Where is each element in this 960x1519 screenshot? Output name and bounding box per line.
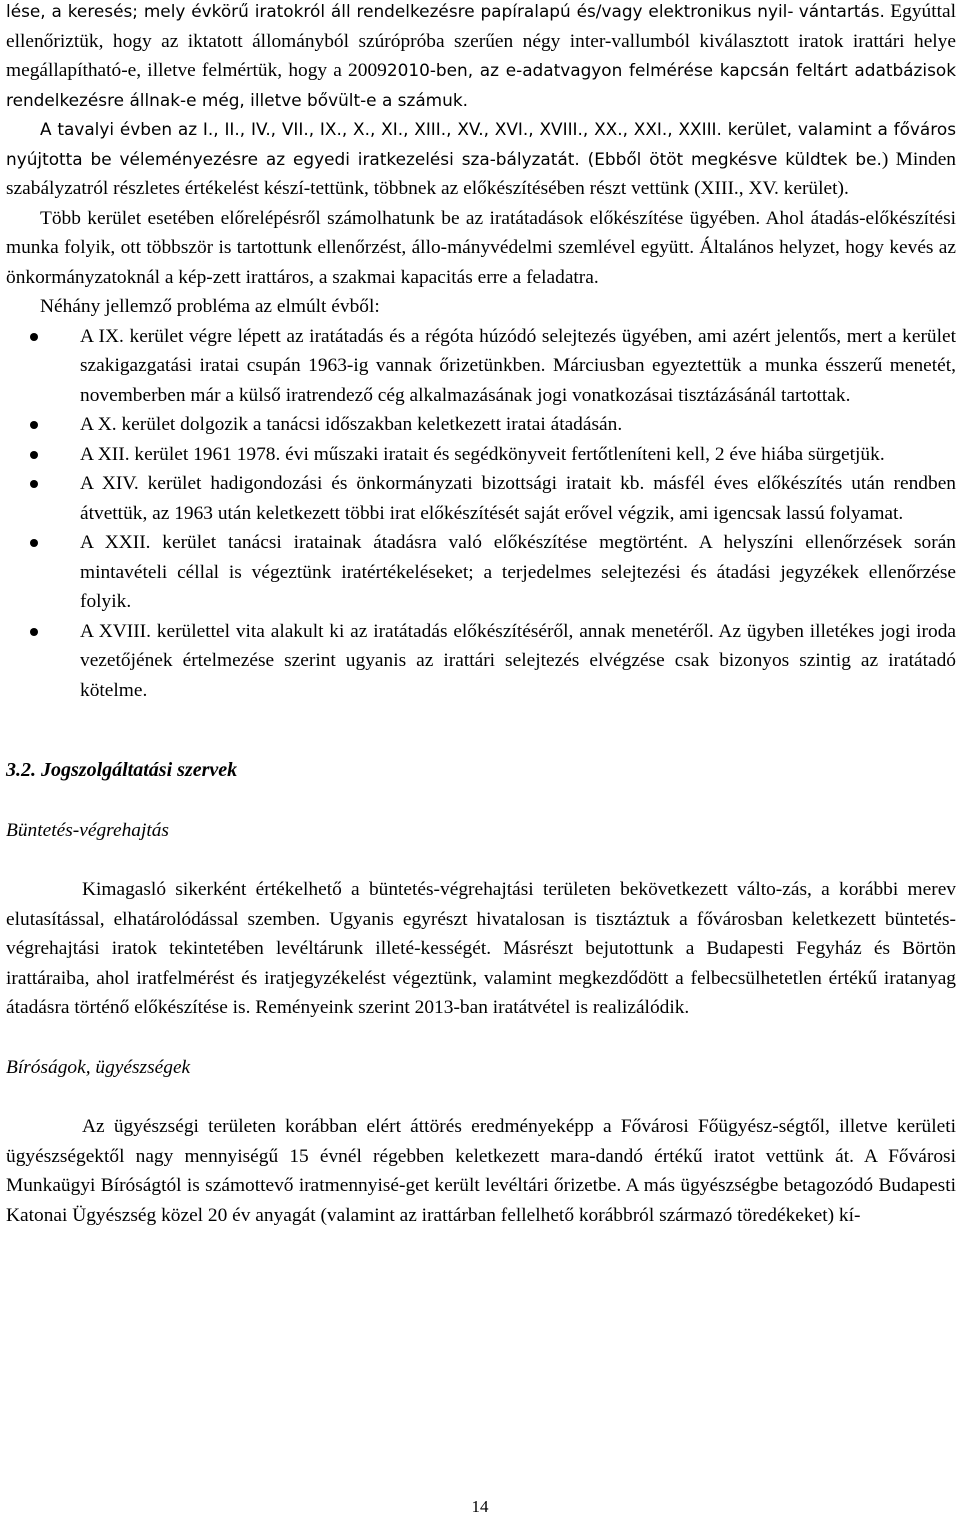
intro-paragraph xyxy=(6,0,956,115)
list-item xyxy=(6,322,956,411)
tobb-paragraph: Több kerület esetében előrelépésről számolhatunk be az iratátadások előkészítése ügyében. Ahol átadás-előkészítési munka folyik, ott többször is tartottunk ellenőrzést, állo-mányvédelmi szemlével együtt. Általános helyzet, hogy kevés az önkormányzatoknál a kép-zett irattáros, a szakmai kapacitás erre a feladatra. xyxy=(6,207,956,288)
list-item-text: A IX. kerület végre lépett az iratátadás és a régóta húzódó selejtezés ügyében, ami azért jelentős, mert a kerület szakigazgatási iratai csupán 1963-ig vannak őrizetünkben. Márciusban egyeztettük a munka ésszerű menetét, novemberben már a külső iratrendező cég alkalmazásának jogi vonatkozásai tisztázásánál tartottak. xyxy=(80,325,956,406)
list-item xyxy=(6,469,956,528)
bullet-icon xyxy=(30,539,38,547)
problem-list xyxy=(6,322,956,706)
tavalyi-text-2: ) Minden szabályzatról részletes értékelést készí-tettünk, többnek az előkészítésében részt vettünk (XIII., XV. kerület). xyxy=(6,148,956,199)
list-item xyxy=(6,410,956,440)
section-heading: 3.2. Jogszolgáltatási szervek xyxy=(6,759,238,781)
buntetes-heading: Büntetés-végrehajtás xyxy=(6,819,169,841)
bullet-icon xyxy=(30,421,38,429)
intro-sentence-3: 2010-ben, az e-adatvagyon felmérése kapcsán feltárt adatbázisok rendelkezésre állnak-e még, illetve bővült-e a számuk. xyxy=(6,60,956,110)
list-item xyxy=(6,617,956,706)
buntetes-paragraph: Kimagasló sikerként értékelhető a büntetés-végrehajtási területen bekövetkezett válto-zás, a korábbi merev elutasítással, elhatárolódással szemben. Ugyanis egyrészt hivatalosan is tisztáztuk a fővárosban keletkezett büntetés-végrehajtási iratok tekintetében levéltárunk illeté-kességét. Másrészt bejutottunk a Budapesti Fegyház és Börtön irattáraiba, ahol iratfelmérést és iratjegyzékelést végeztünk, valamint megkezdődött a felbecsülhetetlen értékű iratanyag átadásra történő előkészítése is. Reményeink szerint 2013-ban iratátvétel is realizálódik. xyxy=(6,879,956,1018)
intro-sentence-2: Egyúttal ellenőriztük, hogy az iktatott állományból szúrópróba szerűen négy inter-vallumból kiválasztott iratok irattári helye megállapítható-e, illetve felmértük, hogy a 2009 xyxy=(6,1,956,81)
list-item-text: A XVIII. kerülettel vita alakult ki az iratátadás előkészítéséről, annak menetéről. Az ügyben illetékes jogi iroda vezetőjének értelmezése szerint ugyanis az irattári selejtezés elvégzése csak bizonyos szintig az iratátadó kötelme. xyxy=(80,620,956,701)
list-item-text: A XXII. kerület tanácsi iratainak átadásra való előkészítése megtörtént. A helyszíni ellenőrzések során mintavételi céllal is végeztünk iratértékeléseket; a terjedelmes selejtezési és átadási jegyzékek ellenőrzése folyik. xyxy=(80,532,956,612)
list-item-text: A XIV. kerület hadigondozási és önkormányzati bizottsági iratait kb. másfél éves előkészítés után rendben átvettük, az 1963 után keletkezett többi irat előkészítését saját erővel végzik, ami igencsak lassú folyamat. xyxy=(80,473,956,524)
bullet-icon xyxy=(30,480,38,488)
bullet-icon xyxy=(30,333,38,341)
list-item xyxy=(6,440,956,470)
birosagok-paragraph: Az ügyészségi területen korábban elért áttörés eredményeképp a Fővárosi Főügyész-ségtől, illetve kerületi ügyészségektől nagy mennyiségű 15 évnél régebben keletkezett mara-dandó értékű iratot vettünk át. A Fővárosi Munkaügyi Bíróságtól is számottevő iratmennyisé-get került levéltári őrizetbe. A más ügyészségbe betagozódó Budapesti Katonai Ügyészség közel 20 év anyagát (valamint az irattárban fellelhető korábbról származó töredékeket) kí- xyxy=(6,1116,956,1226)
document-page xyxy=(6,0,956,1230)
tavalyi-paragraph xyxy=(6,115,956,204)
tavalyi-text-1: A tavalyi évben az I., II., IV., VII., IX., X., XI., XIII., XV., XVI., XVIII., XX., XXI., XXIII. kerület, valamint a főváros nyújtotta be véleményezésre az egyedi iratkezelési sza-bályzatát. (Ebből ötöt megkésve küldtek be. xyxy=(6,119,956,169)
bullet-icon xyxy=(30,451,38,459)
bullet-icon xyxy=(30,628,38,636)
intro-line-1: lése, a keresés; mely évkörű iratokról áll rendelkezésre papíralapú és/vagy elektronikus nyil- xyxy=(6,1,794,21)
birosagok-heading: Bíróságok, ügyészségek xyxy=(6,1056,191,1078)
intro-line-2: vántartás. xyxy=(798,1,885,21)
page-number: 14 xyxy=(471,1497,489,1516)
list-item xyxy=(6,528,956,617)
list-item-text: A XII. kerület 1961 1978. évi műszaki iratait és segédkönyveit fertőtleníteni kell, 2 éve hiába sürgetjük. xyxy=(80,443,885,465)
list-item-text: A X. kerület dolgozik a tanácsi időszakban keletkezett iratai átadásán. xyxy=(80,414,623,435)
problemak-heading: Néhány jellemző probléma az elmúlt évből: xyxy=(40,296,380,317)
